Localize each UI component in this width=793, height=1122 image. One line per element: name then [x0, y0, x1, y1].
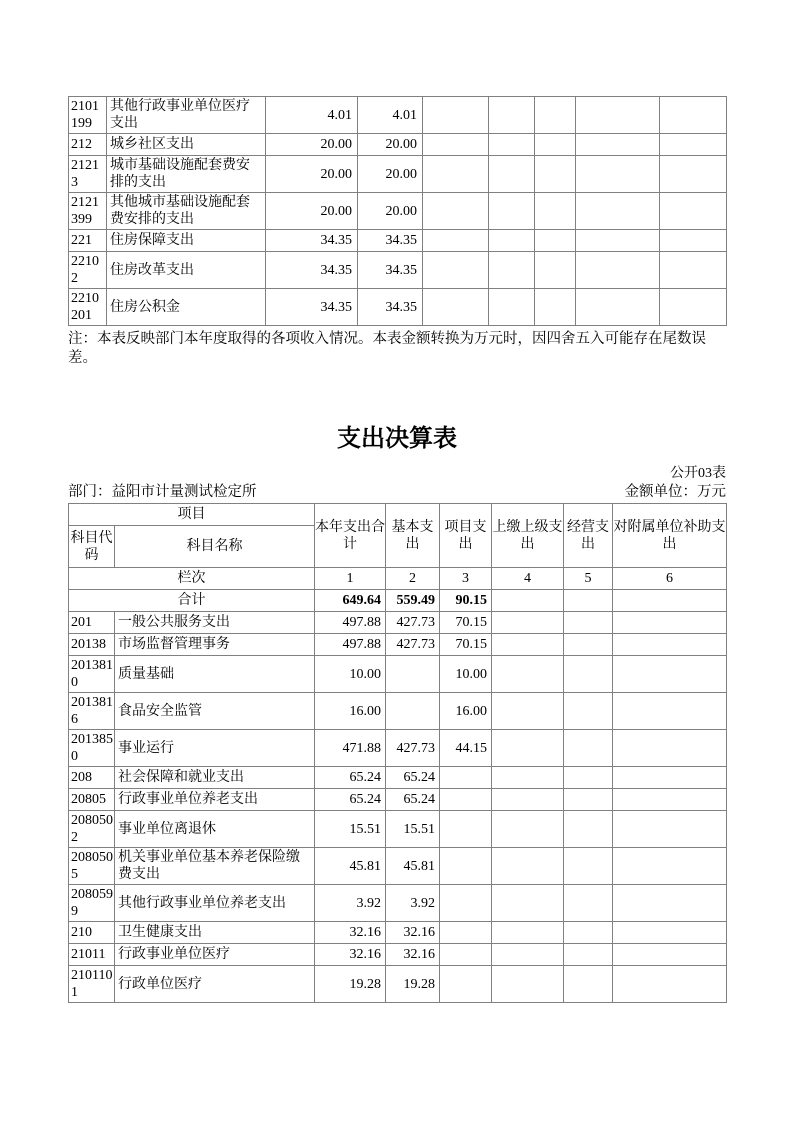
table-row: [69, 656, 727, 693]
amount-cell: 427.73: [386, 634, 440, 656]
amount-cell: 34.35: [358, 289, 423, 326]
amount-cell: [564, 944, 613, 966]
amount-cell: 19.28: [315, 966, 386, 1003]
table-row: [69, 885, 727, 922]
subject-name-cell: 住房保障支出: [107, 230, 266, 252]
subject-code-cell: 221: [69, 230, 107, 252]
table-row: [69, 193, 727, 230]
amount-cell: 65.24: [315, 767, 386, 789]
column-header: 上缴上级支出: [492, 504, 564, 568]
amount-cell: [564, 656, 613, 693]
subject-name-header: 科目名称: [115, 526, 315, 568]
amount-cell: [660, 230, 727, 252]
amount-cell: 427.73: [386, 730, 440, 767]
total-amount-cell: [492, 590, 564, 612]
amount-cell: 427.73: [386, 612, 440, 634]
amount-cell: [440, 922, 492, 944]
amount-cell: [492, 922, 564, 944]
amount-cell: [660, 97, 727, 134]
amount-cell: [489, 230, 535, 252]
amount-cell: [564, 811, 613, 848]
amount-cell: [564, 693, 613, 730]
subject-name-cell: 其他城市基础设施配套费安排的支出: [107, 193, 266, 230]
table-row: [69, 156, 727, 193]
amount-cell: 3.92: [315, 885, 386, 922]
amount-cell: [613, 789, 727, 811]
amount-cell: [660, 289, 727, 326]
amount-cell: [423, 156, 489, 193]
amount-cell: 70.15: [440, 634, 492, 656]
amount-cell: [564, 789, 613, 811]
amount-cell: [564, 634, 613, 656]
amount-cell: [492, 656, 564, 693]
subject-name-cell: 机关事业单位基本养老保险缴费支出: [115, 848, 315, 885]
amount-cell: [535, 230, 576, 252]
amount-cell: [423, 97, 489, 134]
amount-cell: [613, 656, 727, 693]
amount-cell: [564, 885, 613, 922]
amount-cell: 10.00: [315, 656, 386, 693]
income-table-continuation: [68, 96, 727, 326]
amount-cell: 34.35: [266, 230, 358, 252]
table-row: [69, 693, 727, 730]
column-index-cell: 3: [440, 568, 492, 590]
amount-cell: 65.24: [386, 767, 440, 789]
table-meta-row: [68, 483, 726, 501]
subject-code-cell: 21011: [69, 944, 115, 966]
amount-cell: [492, 944, 564, 966]
amount-cell: 34.35: [358, 252, 423, 289]
subject-code-cell: 20138: [69, 634, 115, 656]
amount-cell: [440, 789, 492, 811]
amount-cell: [489, 134, 535, 156]
amount-cell: 34.35: [266, 289, 358, 326]
amount-cell: [492, 811, 564, 848]
income-table-note: 注：本表反映部门本年度取得的各项收入情况。本表金额转换为万元时，因四舍五入可能存在尾数误差。: [68, 331, 706, 366]
amount-cell: 20.00: [358, 134, 423, 156]
amount-cell: [613, 922, 727, 944]
amount-cell: [564, 730, 613, 767]
amount-cell: [489, 193, 535, 230]
subject-code-cell: 2013816: [69, 693, 115, 730]
column-header: 对附属单位补助支出: [613, 504, 727, 568]
total-amount-cell: 649.64: [315, 590, 386, 612]
table-row: [69, 848, 727, 885]
subject-code-cell: 2080502: [69, 811, 115, 848]
column-index-cell: 1: [315, 568, 386, 590]
amount-cell: [440, 848, 492, 885]
amount-cell: [613, 693, 727, 730]
amount-cell: [489, 156, 535, 193]
amount-cell: [535, 156, 576, 193]
amount-cell: [492, 789, 564, 811]
table-row: [69, 252, 727, 289]
amount-cell: [535, 193, 576, 230]
amount-cell: [564, 767, 613, 789]
amount-cell: [613, 612, 727, 634]
amount-cell: 16.00: [440, 693, 492, 730]
amount-cell: 20.00: [266, 193, 358, 230]
subject-name-cell: 城市基础设施配套费安排的支出: [107, 156, 266, 193]
subject-code-cell: 2101101: [69, 966, 115, 1003]
subject-name-cell: 社会保障和就业支出: [115, 767, 315, 789]
subject-code-cell: 201: [69, 612, 115, 634]
table-code-label: 公开03表: [670, 466, 726, 481]
amount-cell: [423, 230, 489, 252]
page-title: 支出决算表: [337, 426, 457, 452]
amount-cell: 3.92: [386, 885, 440, 922]
amount-cell: 32.16: [315, 922, 386, 944]
amount-cell: [564, 966, 613, 1003]
amount-cell: 15.51: [315, 811, 386, 848]
amount-cell: 20.00: [358, 156, 423, 193]
amount-cell: [535, 97, 576, 134]
amount-cell: 34.35: [358, 230, 423, 252]
table-row: [69, 612, 727, 634]
amount-cell: [489, 289, 535, 326]
amount-cell: [489, 252, 535, 289]
unit-label: 金额单位：万元: [624, 484, 726, 500]
amount-cell: [613, 730, 727, 767]
table-row: [69, 966, 727, 1003]
amount-cell: 32.16: [386, 944, 440, 966]
amount-cell: 20.00: [358, 193, 423, 230]
amount-cell: [564, 612, 613, 634]
amount-cell: [576, 252, 660, 289]
subject-code-cell: 21213: [69, 156, 107, 193]
subject-name-cell: 住房改革支出: [107, 252, 266, 289]
amount-cell: [576, 289, 660, 326]
amount-cell: [564, 922, 613, 944]
column-index-cell: 6: [613, 568, 727, 590]
subject-name-cell: 其他行政事业单位养老支出: [115, 885, 315, 922]
amount-cell: [613, 966, 727, 1003]
table-row: [69, 134, 727, 156]
amount-cell: [660, 252, 727, 289]
amount-cell: [564, 848, 613, 885]
total-amount-cell: [613, 590, 727, 612]
subject-code-header: 科目代码: [69, 526, 115, 568]
amount-cell: [423, 289, 489, 326]
amount-cell: [492, 767, 564, 789]
subject-code-cell: 2013810: [69, 656, 115, 693]
table-row: [69, 922, 727, 944]
subject-code-cell: 2080505: [69, 848, 115, 885]
amount-cell: 20.00: [266, 156, 358, 193]
amount-cell: [492, 693, 564, 730]
total-amount-cell: 90.15: [440, 590, 492, 612]
amount-cell: 32.16: [315, 944, 386, 966]
amount-cell: 497.88: [315, 612, 386, 634]
subject-name-cell: 市场监督管理事务: [115, 634, 315, 656]
amount-cell: [440, 944, 492, 966]
amount-cell: [489, 97, 535, 134]
expense-table: [68, 503, 727, 1003]
subject-name-cell: 事业单位离退休: [115, 811, 315, 848]
amount-cell: [535, 252, 576, 289]
amount-cell: 45.81: [315, 848, 386, 885]
subject-code-cell: 2121399: [69, 193, 107, 230]
subject-name-cell: 住房公积金: [107, 289, 266, 326]
amount-cell: 497.88: [315, 634, 386, 656]
amount-cell: [576, 230, 660, 252]
amount-cell: [613, 848, 727, 885]
total-row: [69, 590, 727, 612]
amount-cell: [492, 966, 564, 1003]
subject-name-cell: 行政事业单位医疗: [115, 944, 315, 966]
subject-code-cell: 20805: [69, 789, 115, 811]
amount-cell: [576, 156, 660, 193]
column-index-cell: 5: [564, 568, 613, 590]
amount-cell: [576, 193, 660, 230]
amount-cell: [660, 193, 727, 230]
table-row: [69, 767, 727, 789]
table-row: [69, 811, 727, 848]
amount-cell: 16.00: [315, 693, 386, 730]
project-header-cell: 项目: [69, 504, 315, 526]
subject-code-cell: 212: [69, 134, 107, 156]
amount-cell: [613, 767, 727, 789]
header-row-project: [69, 504, 727, 526]
column-index-cell: 4: [492, 568, 564, 590]
amount-cell: 44.15: [440, 730, 492, 767]
amount-cell: [423, 134, 489, 156]
subject-name-cell: 食品安全监管: [115, 693, 315, 730]
amount-cell: [440, 767, 492, 789]
subject-name-cell: 一般公共服务支出: [115, 612, 315, 634]
amount-cell: [492, 730, 564, 767]
subject-code-cell: 210: [69, 922, 115, 944]
subject-code-cell: 22102: [69, 252, 107, 289]
document-page: [68, 0, 726, 1003]
amount-cell: 32.16: [386, 922, 440, 944]
amount-cell: [423, 193, 489, 230]
amount-cell: [660, 134, 727, 156]
amount-cell: [386, 693, 440, 730]
table-row: [69, 789, 727, 811]
subject-name-cell: 其他行政事业单位医疗支出: [107, 97, 266, 134]
table-row: [69, 944, 727, 966]
table-row: [69, 730, 727, 767]
table-row: [69, 97, 727, 134]
subject-name-cell: 质量基础: [115, 656, 315, 693]
amount-cell: [492, 634, 564, 656]
subject-code-cell: 208: [69, 767, 115, 789]
lanci-label-cell: 栏次: [69, 568, 315, 590]
amount-cell: [660, 156, 727, 193]
amount-cell: 19.28: [386, 966, 440, 1003]
amount-cell: [386, 656, 440, 693]
amount-cell: 471.88: [315, 730, 386, 767]
amount-cell: [492, 612, 564, 634]
amount-cell: 65.24: [386, 789, 440, 811]
table-row: [69, 289, 727, 326]
column-index-row: [69, 568, 727, 590]
amount-cell: [440, 966, 492, 1003]
subject-name-cell: 行政单位医疗: [115, 966, 315, 1003]
column-header: 经营支出: [564, 504, 613, 568]
amount-cell: 34.35: [266, 252, 358, 289]
amount-cell: 4.01: [266, 97, 358, 134]
subject-name-cell: 行政事业单位养老支出: [115, 789, 315, 811]
subject-name-cell: 事业运行: [115, 730, 315, 767]
subject-code-cell: 2210201: [69, 289, 107, 326]
amount-cell: 10.00: [440, 656, 492, 693]
amount-cell: 15.51: [386, 811, 440, 848]
subject-code-cell: 2080599: [69, 885, 115, 922]
department-label: 部门：益阳市计量测试检定所: [68, 484, 257, 500]
amount-cell: [613, 634, 727, 656]
amount-cell: [613, 944, 727, 966]
subject-code-cell: 2101199: [69, 97, 107, 134]
amount-cell: [440, 811, 492, 848]
total-label-cell: 合计: [69, 590, 315, 612]
total-amount-cell: [564, 590, 613, 612]
column-header: 本年支出合计: [315, 504, 386, 568]
table-row: [69, 634, 727, 656]
amount-cell: [535, 289, 576, 326]
table-row: [69, 230, 727, 252]
total-amount-cell: 559.49: [386, 590, 440, 612]
amount-cell: 20.00: [266, 134, 358, 156]
column-index-cell: 2: [386, 568, 440, 590]
amount-cell: [576, 97, 660, 134]
amount-cell: [535, 134, 576, 156]
amount-cell: 45.81: [386, 848, 440, 885]
amount-cell: [440, 885, 492, 922]
subject-code-cell: 2013850: [69, 730, 115, 767]
amount-cell: [423, 252, 489, 289]
amount-cell: 4.01: [358, 97, 423, 134]
amount-cell: [613, 811, 727, 848]
amount-cell: [613, 885, 727, 922]
column-header: 基本支出: [386, 504, 440, 568]
subject-name-cell: 卫生健康支出: [115, 922, 315, 944]
amount-cell: 70.15: [440, 612, 492, 634]
amount-cell: [576, 134, 660, 156]
subject-name-cell: 城乡社区支出: [107, 134, 266, 156]
amount-cell: [492, 885, 564, 922]
amount-cell: [492, 848, 564, 885]
column-header: 项目支出: [440, 504, 492, 568]
amount-cell: 65.24: [315, 789, 386, 811]
